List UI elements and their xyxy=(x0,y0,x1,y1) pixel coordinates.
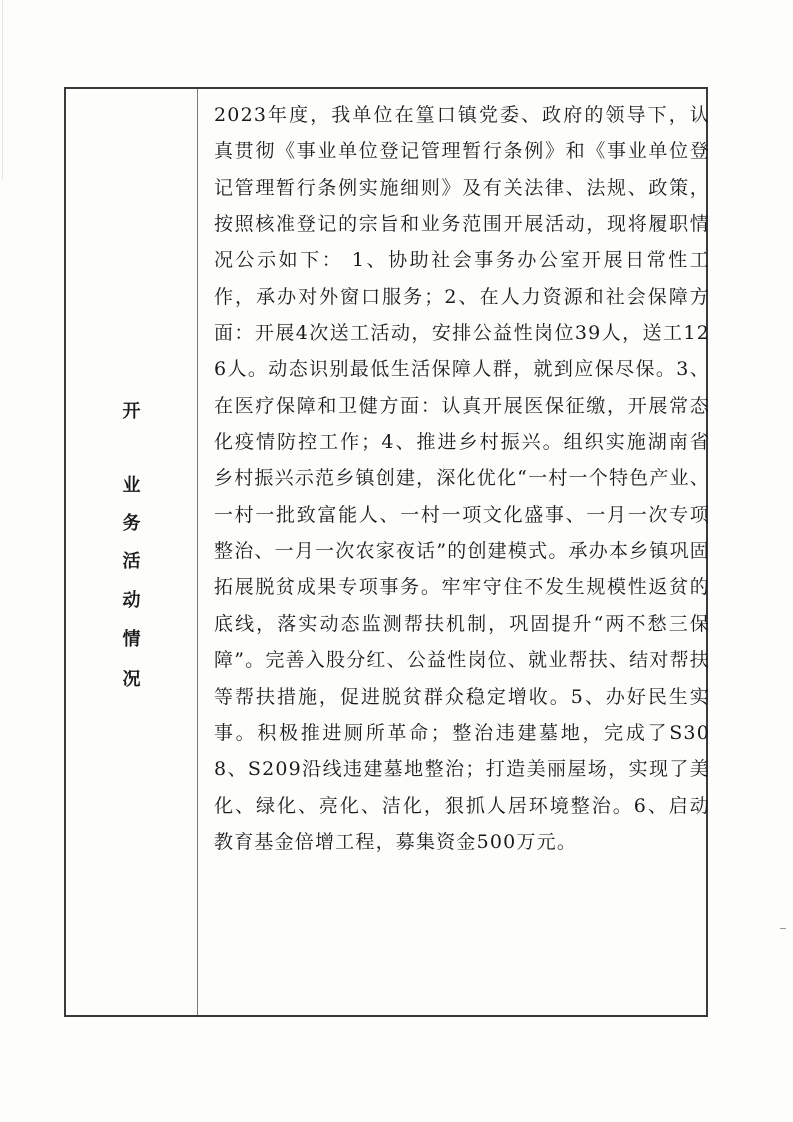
scan-edge-mark xyxy=(780,928,786,929)
row-label-char: 况 xyxy=(122,669,141,690)
column-divider xyxy=(197,89,198,1015)
activity-report-text: 2023年度，我单位在篁口镇党委、政府的领导下，认真贯彻《事业单位登记管理暂行条例》和《事业单位登记管理暂行条例实施细则》及有关法律、法规、政策，按照核准登记的宗旨和业务范围开展活动，现将履职情况公示如下： 1、协助社会事务办公室开展日常性工作，承办对外窗口服务；2、在人力资源和社会保障方面：开展4次送工活动，安排公益性岗位39人，送工126人。动态识别最低生活保障人群，就到应保尽保。3、在医疗保障和卫健方面：认真开展医保征缴，开展常态化疫情防控工作；4、推进乡村振兴。组织实施湖南省乡村振兴示范乡镇创建，深化优化“一村一个特色产业、一村一批致富能人、一村一项文化盛事、一月一次专项整治、一月一次农家夜话”的创建模式。承办本乡镇巩固拓展脱贫成果专项事务。牢牢守住不发生规模性返贫的底线，落实动态监测帮扶机制，巩固提升“两不愁三保障”。完善入股分红、公益性岗位、就业帮扶、结对帮扶等帮扶措施，促进脱贫群众稳定增收。5、办好民生实事。积极推进厕所革命；整治违建墓地，完成了S308、S209沿线违建墓地整治；打造美丽屋场，实现了美化、绿化、亮化、洁化，狠抓人居环境整治。6、启动教育基金倍增工程，募集资金500万元。 xyxy=(214,104,710,853)
row-label-char: 情 xyxy=(122,629,141,650)
row-label-char: 业 xyxy=(122,475,141,496)
content-cell xyxy=(214,97,710,860)
row-label-char: 活 xyxy=(122,551,141,572)
scan-edge-mark xyxy=(2,0,3,180)
row-label-char: 开 xyxy=(122,401,141,422)
row-label-char: 动 xyxy=(122,590,141,611)
row-label-column xyxy=(66,89,197,1015)
row-label-char: 务 xyxy=(122,513,141,534)
